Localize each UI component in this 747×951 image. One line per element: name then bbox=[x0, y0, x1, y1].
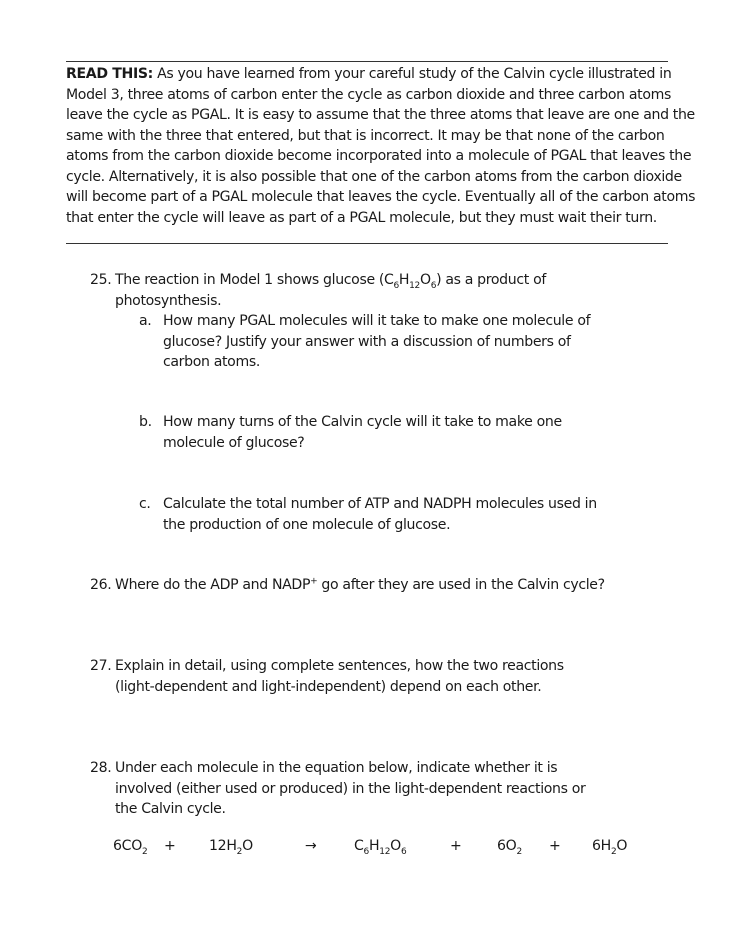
read-this-paragraph bbox=[66, 64, 696, 228]
eq-plus: + bbox=[164, 838, 176, 854]
eq-plus: + bbox=[450, 838, 462, 854]
question-25c bbox=[139, 494, 619, 535]
eq-glucose: $C_6H_{12}O_6$ bbox=[354, 838, 407, 857]
sub-letter: b. bbox=[139, 414, 152, 430]
top-divider bbox=[66, 61, 668, 62]
eq-co2: $6CO_2$ bbox=[113, 838, 148, 857]
question-25c-text: Calculate the total number of ATP and NADPH molecules used in the production of one molecule of glucose. bbox=[163, 496, 597, 533]
question-25a-text: How many PGAL molecules will it take to make one molecule of glucose? Justify your answer with a discussion of numbers of carbon atoms. bbox=[163, 313, 591, 370]
question-number: 27. bbox=[90, 658, 112, 674]
eq-o2: $6O_2$ bbox=[497, 838, 522, 857]
question-number: 25. bbox=[90, 272, 112, 288]
sub-letter: a. bbox=[139, 313, 152, 329]
eq-h2o-product: $6H_2O$ bbox=[592, 838, 628, 857]
eq-arrow: → bbox=[305, 838, 317, 854]
question-25-text: The reaction in Model 1 shows glucose $(C_6H_{12}O_6)$ as a product of photosynthesis. bbox=[115, 272, 546, 309]
question-26 bbox=[90, 575, 630, 596]
question-number: 26. bbox=[90, 577, 112, 593]
question-25b bbox=[139, 412, 619, 453]
eq-plus: + bbox=[549, 838, 561, 854]
eq-h2o-reactant: $12H_2O$ bbox=[209, 838, 253, 857]
question-number: 28. bbox=[90, 760, 112, 776]
bottom-divider bbox=[66, 243, 668, 244]
question-25a bbox=[139, 311, 619, 373]
question-26-text: Where do the ADP and NADP+ go after they are used in the Calvin cycle? bbox=[115, 576, 605, 593]
question-27-text: Explain in detail, using complete sentences, how the two reactions (light-dependent and light-independent) depend on each other. bbox=[115, 658, 564, 695]
read-this-label: READ THIS: bbox=[66, 66, 153, 82]
question-27 bbox=[90, 656, 600, 697]
question-28-text: Under each molecule in the equation below, indicate whether it is involved (either used or produced) in the light-dependent reactions or the Calvin cycle. bbox=[115, 760, 586, 817]
question-25b-text: How many turns of the Calvin cycle will it take to make one molecule of glucose? bbox=[163, 414, 562, 451]
question-28 bbox=[90, 758, 610, 820]
read-this-text: As you have learned from your careful study of the Calvin cycle illustrated in Model 3, three atoms of carbon enter the cycle as carbon dioxide and three carbon atoms leave the cycle as PGAL. It is easy to assume that the three atoms that leave are one and the same with the three that entered, but that is incorrect. It may be that none of the carbon atoms from the carbon dioxide become incorporated into a molecule of PGAL that leaves the cycle. Alternatively, it is also possible that one of the carbon atoms from the carbon dioxide will become part of a PGAL molecule that leaves the cycle. Eventually all of the carbon atoms that enter the cycle will leave as part of a PGAL molecule, but they must wait their turn. bbox=[66, 66, 696, 226]
sub-letter: c. bbox=[139, 496, 151, 512]
question-25 bbox=[90, 270, 560, 311]
